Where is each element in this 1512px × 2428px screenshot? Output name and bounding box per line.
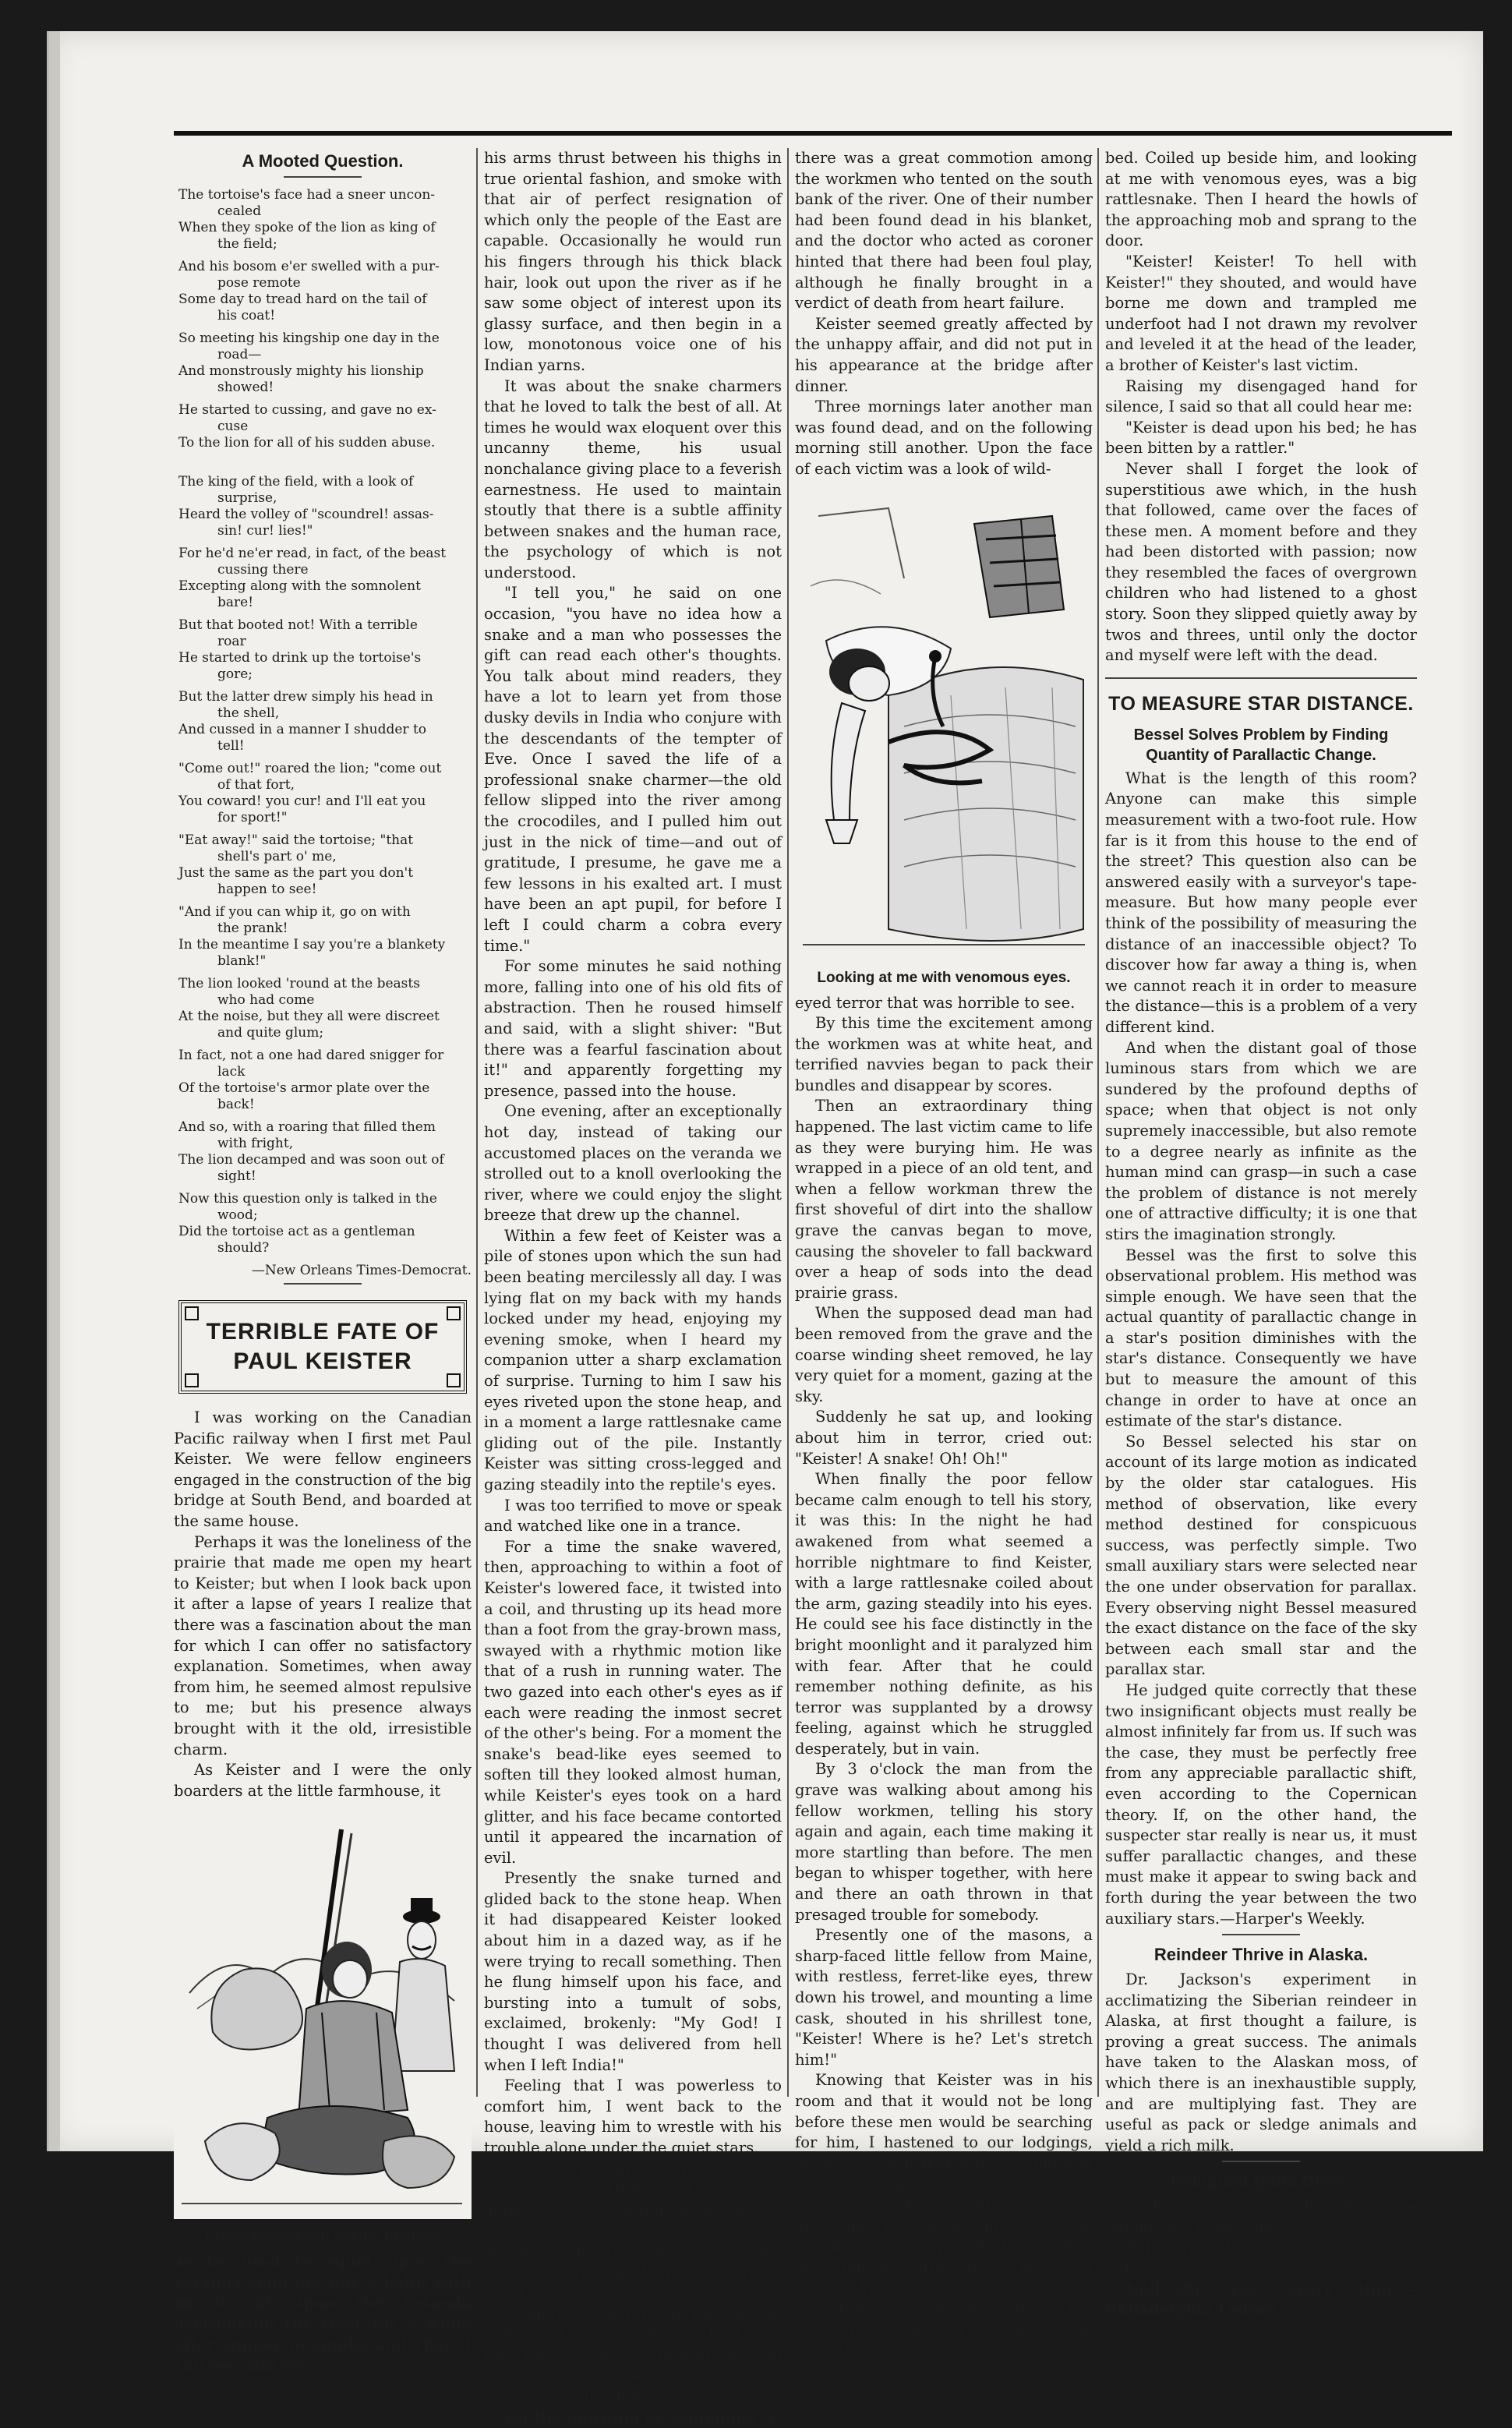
paragraph: Dr. Jackson's experiment in acclimatizing the Siberian reindeer in Alaska, at first thought a failure, is proving a great success. The animals have taken to the Alaskan moss, of which there is an inexhaustible supply, and are multiplying fast. They are useful as pack or sledge animals and yield a rich milk. [1105,1970,1417,2154]
poem-line: the shell, [217,705,280,721]
poem-line: Heard the volley of "scoundrel! assas- [178,507,434,522]
section-rule [1222,1934,1300,1935]
illustration-caption: Looking at me with venomous eyes. [817,969,1071,986]
ornament-corner [185,1373,199,1387]
poem-line: Just the same as the part you don't [178,865,414,881]
paragraph: eyed terror that was horrible to see. [795,993,1076,1012]
paragraph: as he used to squat upon the veranda soon became a habit with us to sit upon the veranda overlooking the river for a while after supper to smoke and chat. I can see him yet [174,2253,472,2375]
poem-line: pose remote [217,275,301,291]
poem-title: A Mooted Question. [242,151,404,171]
paragraph: Within a few feet of Keister was a pile of stones upon which the sun had been beating mercilessly all day. I was lying flat on my back with my hands locked under my head, enjoying my evening smoke, when I heard my companion utter a sharp exclamation of surprise. Turning to him I saw his eyes riveted upon the stone heap, and in a moment a large rattlesnake came gliding out of the pile. Instantly Keister was sitting cross-legged and gazing steadily into the reptile's eyes. [484,1226,782,1493]
poem-line: For he'd ne'er read, in fact, of the beast [178,546,447,561]
poem-source: —New Orleans Times-Democrat. [251,1263,472,1278]
star-article-title: TO MEASURE STAR DISTANCE. [1108,692,1414,715]
paragraph: Presently the snake turned and glided back to the stone heap. When it had disappeared Keister looked about him in a dazed way, as if he were trying to recall something. Then he flung himself upon his face, and bursting into a tumult of sobs, exclaimed, brokenly: "My God! I thought I was delivered from hell when I left India!" [484,1869,782,2074]
illustration-snake-bed [795,493,1093,963]
paragraph: He judged quite correctly that these two insignificant objects must really be almost infinitely far from us. If such was the case, they must be perfectly free from any appreciable parallactic shift, even according to the Copernican theory. If, on the other hand, the suspecter star really is near us, it must suffer parallactic changes, and these must make it appear to swing back and forth during the year between the two auxiliary stars.—Harper's Weekly. [1105,1681,1417,1928]
poem-line: tell! [217,738,245,754]
poem-line: You coward! you cur! and I'll eat you [178,793,426,809]
paragraph: his arms thrust between his thighs in true oriental fashion, and smoke with that air of perfect resignation of which only the people of the East are capable. Occasionally he would run his fingers through his thick black hair, look out upon the river as if he saw some object of interest upon its glassy surface, and then begin in a low, monotonous voice one of his Indian yarns. [484,149,782,374]
illustration-sketch [795,493,1093,960]
paragraph: Knowing that Keister was in his room and that it would not be long before these men would be searching for him, I hastened to our lodgings, feeling assured that if they found him he was a doomed man. [795,2071,1093,2193]
ornament-corner [447,1373,461,1387]
story-title-line1: TERRIBLE FATE OF [206,1319,440,1345]
paragraph: Suddenly he sat up, and looking about him in terror, cried out: "Keister! A snake! Oh! Oh!" [795,1408,1093,1468]
header-rule [174,131,1452,136]
section-rule [1105,677,1417,679]
paragraph: Never shall I forget the look of superstitious awe which, in the hush that followed, came over the faces of these men. A moment before and they had been distorted with passion; now they resembled the faces of overgrown children who had listened to a ghost story. Soon they slipped quietly away by twos and threes, until only the doctor and myself were left with the dead. [1105,459,1417,665]
poem-line: bare! [217,595,254,610]
poem-line: But that booted not! With a terrible [178,617,418,633]
star-article-subtitle: Bessel Solves Problem by Finding Quantity of Parallactic Change. [1133,726,1389,764]
poem-line: should? [217,1240,270,1256]
paragraph: Nell—Oh, yes, every time.—Philadelphia Ledger. [1105,2280,1417,2320]
poem-line: wood; [217,1207,258,1223]
paragraph: The next morning he did not come down to breakfast, and when he appeared at the bridge he seemed to have aged years. His face was drawn and white, and there was dark circles under his eyes that told of a sleepless night. [484,2159,782,2303]
poem-line: Did the tortoise act as a gentleman [178,1224,415,1239]
ornament-corner [185,1306,199,1320]
paragraph: I was working on the Canadian Pacific railway when I first met Paul Keister. We were fellow engineers engaged in the construction of the big bridge at South Bend, and boarded at the same house. [174,1408,472,1530]
poem-line: cuse [217,419,249,434]
newspaper-page [47,31,1483,2426]
poem-line: who had come [217,992,315,1008]
poem-line: But the latter drew simply his head in [178,689,433,705]
paragraph: Then an extraordinary thing happened. The last victim came to life as they were burying him. He was wrapped in a piece of an old tent, and when a fellow workman threw the first shoveful of dirt into the shallow grave the canvas began to move, causing the shoveler to fall backward over a heap of sods into the dead prairie grass. [795,1097,1093,1302]
poem-line: In the meantime I say you're a blankety [178,937,446,952]
illustration-sketch [174,1814,472,2219]
paragraph: Presently one of the masons, a sharp-faced little fellow from Maine, with restless, ferret-like eyes, threw down his trowel, and mounting a lime cask, shouted in his shrillest tone, "Keister! Where is he? Let's stretch him!" [795,1926,1093,2069]
paragraph: For a time the snake wavered, then, approaching to within a foot of Keister's lowered face, it twisted into a coil, and thrusting up its head more than a foot from the gray-brown mass, swayed with a rhythmic motion like that of a rush in running water. The two gazed into each other's eyes as if each were reading the inmost secret of the other's being. For a moment the snake's bead-like eyes seemed to soften till they looked almost human, while Keister's eyes took on a hard glitter, and his face became contorted until it appeared the incarnation of evil. [484,1537,782,1867]
poem-line: Of the tortoise's armor plate over the [178,1080,430,1096]
story-title-box [178,1300,467,1394]
poem-line: To the lion for all of his sudden abuse. [178,435,436,451]
paragraph: Raising my disengaged hand for silence, I said so that all could hear me: [1105,376,1417,416]
story-title-line2: PAUL KEISTER [233,1348,412,1374]
paragraph: One evening, after an exceptionally hot day, instead of taking our accustomed places on the veranda we strolled out to a knoll overlooking the river, where we could enjoy the slight breeze that drew up the channel. [484,1102,782,1225]
poem-line: And monstrously mighty his lionship [178,363,424,379]
indignant-title: Indignant Quite Often. [1171,2172,1351,2192]
paragraph: "I tell you," he said on one occasion, "you have no idea how a snake and a man who possesses the gift can read each other's thoughts. You talk about mind readers, they have a lot to learn yet from those dusky devils in India who conjure with the descendants of the tempter of Eve. Once I saved the life of a professional snake charmer—the old fellow slipped into the river among the crocodiles, and I pulled him out just in the nick of time—and out of gratitude, I presume, he gave me a few lessons in his exalted art. I must have been an apt pupil, for before I left I could charm a cobra every time." [484,584,782,955]
column-rule [476,148,478,2097]
column-1 [174,148,472,2375]
poem-line: roar [217,634,246,649]
paragraph: Bessel was the first to solve this observational problem. His method was simple enough. We have seen that the actual quantity of parallactic change in a star's position diminishes with the star's distance. Consequently we have but to measure the amount of this change in order to have at once an estimate of the star's distance. [1105,1246,1417,1430]
reindeer-title: Reindeer Thrive in Alaska. [1153,1945,1369,1965]
paragraph: The door of his room was locked, and when he did not answer to my knock, I broke it open. As I stepped in an ominous rattle made me start back. When my eyes became accustomed to the twilight of the place I saw Keister's lifeless form upon the [795,2195,1093,2359]
poem-line: blank!" [217,953,267,969]
poem-line: And cussed in a manner I shudder to [178,722,427,737]
poem-line: shell's part o' me, [217,849,337,864]
paragraph: Feeling that I was powerless to comfort him, I went back to the house, leaving him to wrestle with his trouble alone under the quiet stars. [484,2076,782,2157]
poem-line: The lion decamped and was soon out of [178,1152,444,1168]
paragraph: Three mornings later another man was found dead, and on the following morning still another. Upon the face of each victim was a look of wild- [795,398,1093,478]
paragraph: By 3 o'clock the man from the grave was walking about among his fellow workmen, telling his story again and again, each time making it more startling than before. The men began to whisper together, with here and there an oath thrown in that presaged trouble for somebody. [795,1760,1093,1924]
paragraph: It was about the snake charmers that he loved to talk the best of all. At times he would wax eloquent over this uncanny theme, his usual nonchalance giving place to a feverish earnestness. He used to maintain stoutly that there is a subtle affinity between snakes and the human race, the psychology of which is not understood. [484,376,782,581]
paragraph: "Keister is dead upon his bed; he has been bitten by a rattler." [1105,418,1417,458]
poem-line: cealed [217,203,262,219]
paragraph: bed. Coiled up beside him, and looking at me with venomous eyes, was a big rattlesnake. Then I heard the howls of the approaching mob and sprang to the door. [1105,149,1417,250]
poem-line: At the noise, but they all were discreet [178,1009,440,1024]
illustration-caption: Cross-legged and gazing intently. [204,2228,441,2246]
poem-line: The king of the field, with a look of [178,474,414,489]
poem-line: Now this question only is talked in the [178,1191,437,1207]
paragraph: By this time the excitement among the workmen was at white heat, and terrified navvies began to pack their bundles and disappear by scores. [795,1014,1093,1094]
poem-line: happen to see! [217,882,317,897]
paragraph: So Bessel selected his star on account of its large motion as indicated by the older star catalogues. His method of observation, like every method destined for conspicuous success, was perfectly simple. Two small auxiliary stars were selected near the one under observation for parallax. Every observing night Bessel measured the exact distance on the face of the sky between each small star and the parallax star. [1105,1432,1417,1679]
poem-line: surprise, [217,490,277,506]
column-2 [484,148,782,2426]
poem-line: the field; [217,236,277,252]
column-rule [1097,148,1099,2097]
paragraph: When the supposed dead man had been removed from the grave and the coarse winding sheet removed, he lay very quiet for a moment, gazing at the sky. [795,1304,1093,1405]
poem-line: In fact, not a one had dared snigger for [178,1048,444,1063]
paragraph: Nell—Yes, he actually had the impudence to kiss me." [1105,2197,1417,2237]
poem-line: with fright, [217,1136,294,1151]
poem-line: The tortoise's face had a sneer uncon- [178,187,436,203]
poem-line: for sport!" [217,810,288,825]
title-rule [284,176,362,178]
poem-line: Some day to tread hard on the tail of [178,292,427,307]
page-binding-edge [49,31,60,2151]
section-rule [1222,2161,1300,2162]
paragraph: As Keister and I were the only boarders at the little farmhouse, it [174,1761,472,1800]
column-4 [1105,148,1417,2320]
poem-line: When they spoke of the lion as king of [178,220,436,235]
poem-line: gore; [217,666,253,682]
poem-line: "And if you can whip it, go on with [178,904,411,920]
poem-line: cussing there [217,562,309,578]
paragraph: I was too terrified to move or speak and watched like one in a trance. [484,1496,782,1536]
ornament-corner [447,1306,461,1320]
paragraph: Perhaps it was the loneliness of the prairie that made me open my heart to Keister; but when I look back upon it after a lapse of years I realize that there was a fascination about the man for which I can offer no satisfactory explanation. Sometimes, when away from him, he seemed almost repulsive to me; but his presence always brought with it the old, irresistible charm. [174,1532,472,1758]
poem [174,187,472,1256]
poem-line [174,451,472,468]
paragraph: For some minutes he said nothing more, falling into one of his old fits of abstraction. Then he roused himself and said, with a slight shiver: "But there was a fearful fascination about it!" and apparently forgetting my presence, passed into the house. [484,957,782,1100]
poem-line: "Come out!" roared the lion; "come out [178,761,442,776]
poem-line: He started to drink up the tortoise's [178,650,422,666]
paragraph: On the morning of September 4, [504,2408,781,2426]
poem-line: And so, with a roaring that filled them [178,1119,436,1135]
poem-line: "Eat away!" said the tortoise; "that [178,832,414,848]
poem-line: and quite glum; [217,1025,324,1041]
poem-line: road— [217,347,262,362]
paragraph: From that time forward Keister was a changed man—so changed that even the dullest navvy noticed it and followed his listless motions with many a curious glance. [484,2304,782,2406]
illustration-men-sitting [174,1814,472,2222]
poem-line: the prank! [217,921,288,936]
poem-line: lack [217,1064,246,1080]
poem-line: back! [217,1097,255,1112]
section-rule [284,1283,362,1285]
poem-line: He started to cussing, and gave no ex- [178,402,436,418]
poem-line: of that fort, [217,777,295,793]
column-rule [787,148,789,2097]
paragraph: "Keister! Keister! To hell with Keister!" they shouted, and would have borne me down and trampled me underfoot had I not drawn my revolver and leveled it at the head of the leader, a brother of Keister's last victim. [1105,252,1417,374]
paragraph: When finally the poor fellow became calm enough to tell his story, it was this: In the night he had awakened from what seemed a horrible nightmare to find Keister, with a large rattlesnake coiled about the arm, gazing steadily into his eyes. He could see his face distinctly in the bright moonlight and it paralyzed him with fear. After that he could remember nothing definite, as his terror was supplanted by a drowsy feeling, against which he struggled desperately, but in vain. [795,1470,1093,1758]
column-3 [795,148,1093,2359]
paragraph: What is the length of this room? Anyone can make this simple measurement with a two-foot rule. How far is it from this house to the end of the street? This question also can be answered easily with a surveyor's tape-measure. But how many people ever think of the possibility of measuring the distance of an inaccessible object? To discover how far away a thing is, when we cannot reach it in order to measure the distance—this is a problem of a very different kind. [1105,769,1417,1036]
poem-line: And his bosom e'er swelled with a pur- [178,259,440,274]
poem-line: Excepting along with the somnolent [178,578,421,594]
poem-line: his coat! [217,308,276,323]
paragraph: there was a great commotion among the workmen who tented on the south bank of the river. One of their number had been found dead in his blanket, and the doctor who acted as coroner hinted that there had been foul play, although he finally brought in a verdict of death from heart failure. [795,149,1093,313]
poem-line: sin! cur! lies!" [217,523,313,539]
poem-line: showed! [217,380,274,395]
paragraph: And when the distant goal of those luminous stars from which we are sundered by the profound depths of space; when that object is not only supremely inaccessible, but also remote to a degree nearly as infinite as the human mind can grasp—in such a case the problem of distance is not merely one of attractive difficulty; it is one that stirs the imagination strongly. [1105,1038,1417,1243]
poem-line: sight! [217,1168,256,1184]
poem-line: The lion looked 'round at the beasts [178,976,420,991]
poem-line: So meeting his kingship one day in the [178,330,440,346]
paragraph: Keister seemed greatly affected by the unhappy affair, and did not put in his appearance at the bridge after dinner. [795,314,1093,395]
paragraph: Belle—The idea! Of course you were indignant? [1105,2239,1417,2278]
